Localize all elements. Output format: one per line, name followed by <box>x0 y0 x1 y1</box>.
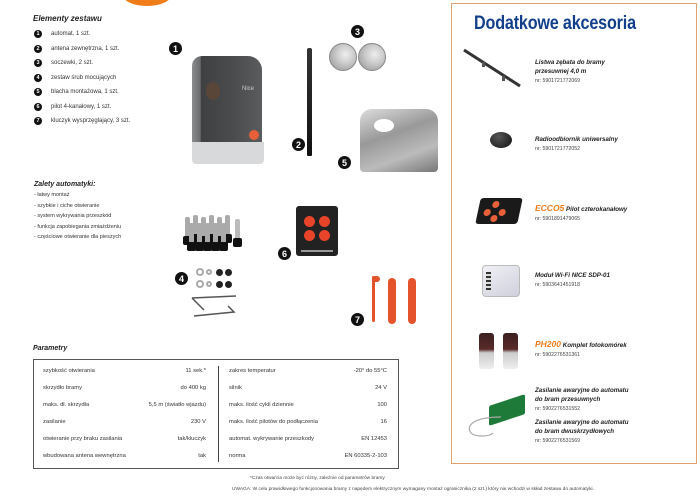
param-label: maks. ilość cykli dziennie <box>229 402 294 408</box>
advantage-item: - szybkie i ciche otwieranie <box>34 202 100 209</box>
kit-item-label: blacha montażowa, 1 szt. <box>51 89 119 96</box>
kit-elements-list <box>33 14 131 129</box>
number-badge: 6 <box>34 103 42 111</box>
accessory-item <box>535 340 627 360</box>
release-key-image <box>372 276 375 322</box>
battery-cable-image <box>465 415 505 440</box>
table-row <box>43 453 206 470</box>
kit-item-label: pilot 4-kanałowy, 1 szt. <box>51 103 112 110</box>
accessory-name: Listwa zębata do bramy <box>535 59 605 66</box>
callout-6: 6 <box>278 247 291 260</box>
kit-item <box>34 56 130 71</box>
kit-item-label: automat, 1 szt. <box>51 31 91 38</box>
param-value: 100 <box>377 402 387 408</box>
param-value: 230 V <box>190 419 206 425</box>
advantage-item: - funkcja zapobiegania zmiażdżeniu <box>34 223 122 230</box>
accessory-name: PH200 Komplet fotokomórek <box>535 339 627 349</box>
param-label: maks. ilość pilotów do podłączenia <box>229 419 318 425</box>
param-label: norma <box>229 453 246 459</box>
radio-receiver-image <box>490 132 512 148</box>
param-value: 16 <box>380 419 387 425</box>
table-row <box>229 419 387 436</box>
param-label: zasilanie <box>43 419 66 425</box>
param-value: 11 sek.* <box>185 368 206 374</box>
column-divider <box>218 366 219 462</box>
callout-2: 2 <box>292 138 305 151</box>
kit-item-label: zestaw śrub mocujących <box>51 74 117 81</box>
accessory-name: Moduł Wi-Fi NICE SDP-01 <box>535 272 610 279</box>
gear-rack-image <box>462 48 524 90</box>
table-row <box>43 385 206 402</box>
accessory-number: nr: 5901721772052 <box>535 146 581 152</box>
screws-image <box>183 215 243 255</box>
param-value: do 400 kg <box>180 385 206 391</box>
callout-1: 1 <box>169 42 182 55</box>
accessory-number: nr: 5902276531569 <box>535 438 581 444</box>
motor-brand-logo: Nice <box>242 86 255 92</box>
accessory-number: nr: 5902276531361 <box>535 352 581 358</box>
ecco5-remote-image <box>475 198 523 224</box>
lens-image <box>358 43 386 71</box>
param-value: 24 V <box>375 385 387 391</box>
table-row <box>43 368 206 385</box>
photocell-image <box>503 333 518 369</box>
param-label: maks. dł. skrzydła <box>43 402 90 408</box>
accessory-name: przesuwnej 4,0 m <box>535 68 587 75</box>
kit-item <box>34 27 130 42</box>
param-value: 5,5 m (światło wjazdu) <box>148 402 206 408</box>
footnote-warning: UWAGA: W celu prawidłowego funkcjonowania bramy z napędem elektrycznym wymagany montaż ogranicznika (2 szt.) który nie wchodzi w skład zestawu do automatyki. <box>232 487 594 492</box>
param-value: tak/kluczyk <box>177 436 206 442</box>
brand-label: ECCO5 <box>535 203 565 213</box>
accessory-item <box>535 204 627 224</box>
parameters-title: Parametry <box>33 345 68 352</box>
accessory-name: do bram przesuwnych <box>535 396 601 403</box>
table-row <box>229 402 387 419</box>
kit-item <box>34 85 130 100</box>
number-badge: 1 <box>34 30 42 38</box>
gate-motor-image <box>192 56 267 164</box>
accessory-number: nr: 5902276531552 <box>535 406 581 412</box>
accessory-name: Zasilanie awaryjne do automatu <box>535 387 629 394</box>
accessory-item <box>535 58 605 86</box>
table-row <box>43 419 206 436</box>
advantage-item: - łatwy montaż <box>34 192 70 198</box>
lens-image <box>329 43 357 71</box>
number-badge: 3 <box>34 59 42 67</box>
number-badge: 2 <box>34 45 42 53</box>
param-label: szybkość otwierania <box>43 368 95 374</box>
remote-control-image <box>296 206 338 256</box>
kit-item-label: soczewki, 2 szt. <box>51 60 94 67</box>
advantage-item: - częściowe otwieranie dla pieszych <box>34 234 122 240</box>
kit-item <box>34 100 130 115</box>
table-row <box>229 453 387 470</box>
photocell-image <box>479 333 494 369</box>
accessory-name: Zasilanie awaryjne do automatu <box>535 419 629 426</box>
washers-image <box>196 268 246 292</box>
accessory-number: nr: 5901721772069 <box>535 78 581 84</box>
advantages-list <box>34 181 122 245</box>
kit-item <box>34 42 130 57</box>
parameters-table <box>33 359 399 469</box>
advantages-title: Zalety automatyki: <box>34 181 96 188</box>
param-value: EN 12453 <box>361 436 387 442</box>
parameters-right-column <box>229 368 387 470</box>
param-label: zakres temperatur <box>229 368 276 374</box>
table-row <box>229 385 387 402</box>
kit-title: Elementy zestawu <box>33 14 102 23</box>
param-value: -20° do 55°C <box>353 368 387 374</box>
footnote-opening-time: *Czas otwarcia może być różny, zależnie od parametrów bramy <box>250 476 385 481</box>
table-row <box>229 436 387 453</box>
kit-item <box>34 71 130 86</box>
parameters-left-column <box>43 368 206 470</box>
param-label: automat. wykrywanie przeszkody <box>229 436 315 442</box>
callout-5: 5 <box>338 156 351 169</box>
number-badge: 7 <box>34 117 42 125</box>
param-label: skrzydło bramy <box>43 385 82 391</box>
callout-7: 7 <box>351 313 364 326</box>
hex-key-image <box>190 294 240 320</box>
accessory-item <box>535 386 629 414</box>
accessory-name: do bram dwuskrzydłowych <box>535 428 615 435</box>
table-row <box>43 402 206 419</box>
orange-decoration <box>122 0 172 6</box>
accessory-number: nr: 5903641451918 <box>535 282 581 288</box>
kit-item-label: antena zewnętrzna, 1 szt. <box>51 45 120 52</box>
param-label: otwieranie przy braku zasilania <box>43 436 123 442</box>
number-badge: 4 <box>34 74 42 82</box>
advantage-item: - system wykrywania przeszkód <box>34 213 112 219</box>
accessory-number: nr: 5901891479065 <box>535 216 581 222</box>
wifi-module-image <box>482 265 520 297</box>
accessory-name: ECCO5 Pilot czterokanałowy <box>535 203 628 213</box>
number-badge: 5 <box>34 88 42 96</box>
callout-3: 3 <box>351 25 364 38</box>
table-row <box>43 436 206 453</box>
mounting-plate-image <box>360 109 438 172</box>
release-key-image <box>388 278 396 324</box>
accessory-item <box>535 271 610 290</box>
brand-label: PH200 <box>535 339 561 349</box>
antenna-image <box>307 48 312 156</box>
callout-4: 4 <box>175 272 188 285</box>
kit-item-label: kluczyk wysprzęglający, 3 szt. <box>51 118 131 125</box>
param-label: silnik <box>229 385 242 391</box>
param-label: wbudowana antena wewnętrzna <box>43 453 126 459</box>
param-value: EN 60335-2-103 <box>344 453 387 459</box>
accessories-title: Dodatkowe akcesoria <box>474 13 636 34</box>
kit-item <box>34 114 130 129</box>
param-value: tak <box>198 453 206 459</box>
accessory-item <box>535 418 629 446</box>
table-row <box>229 368 387 385</box>
accessory-item <box>535 135 618 154</box>
release-key-image <box>408 278 416 324</box>
accessory-name: Radioodbiornik uniwersalny <box>535 136 618 143</box>
